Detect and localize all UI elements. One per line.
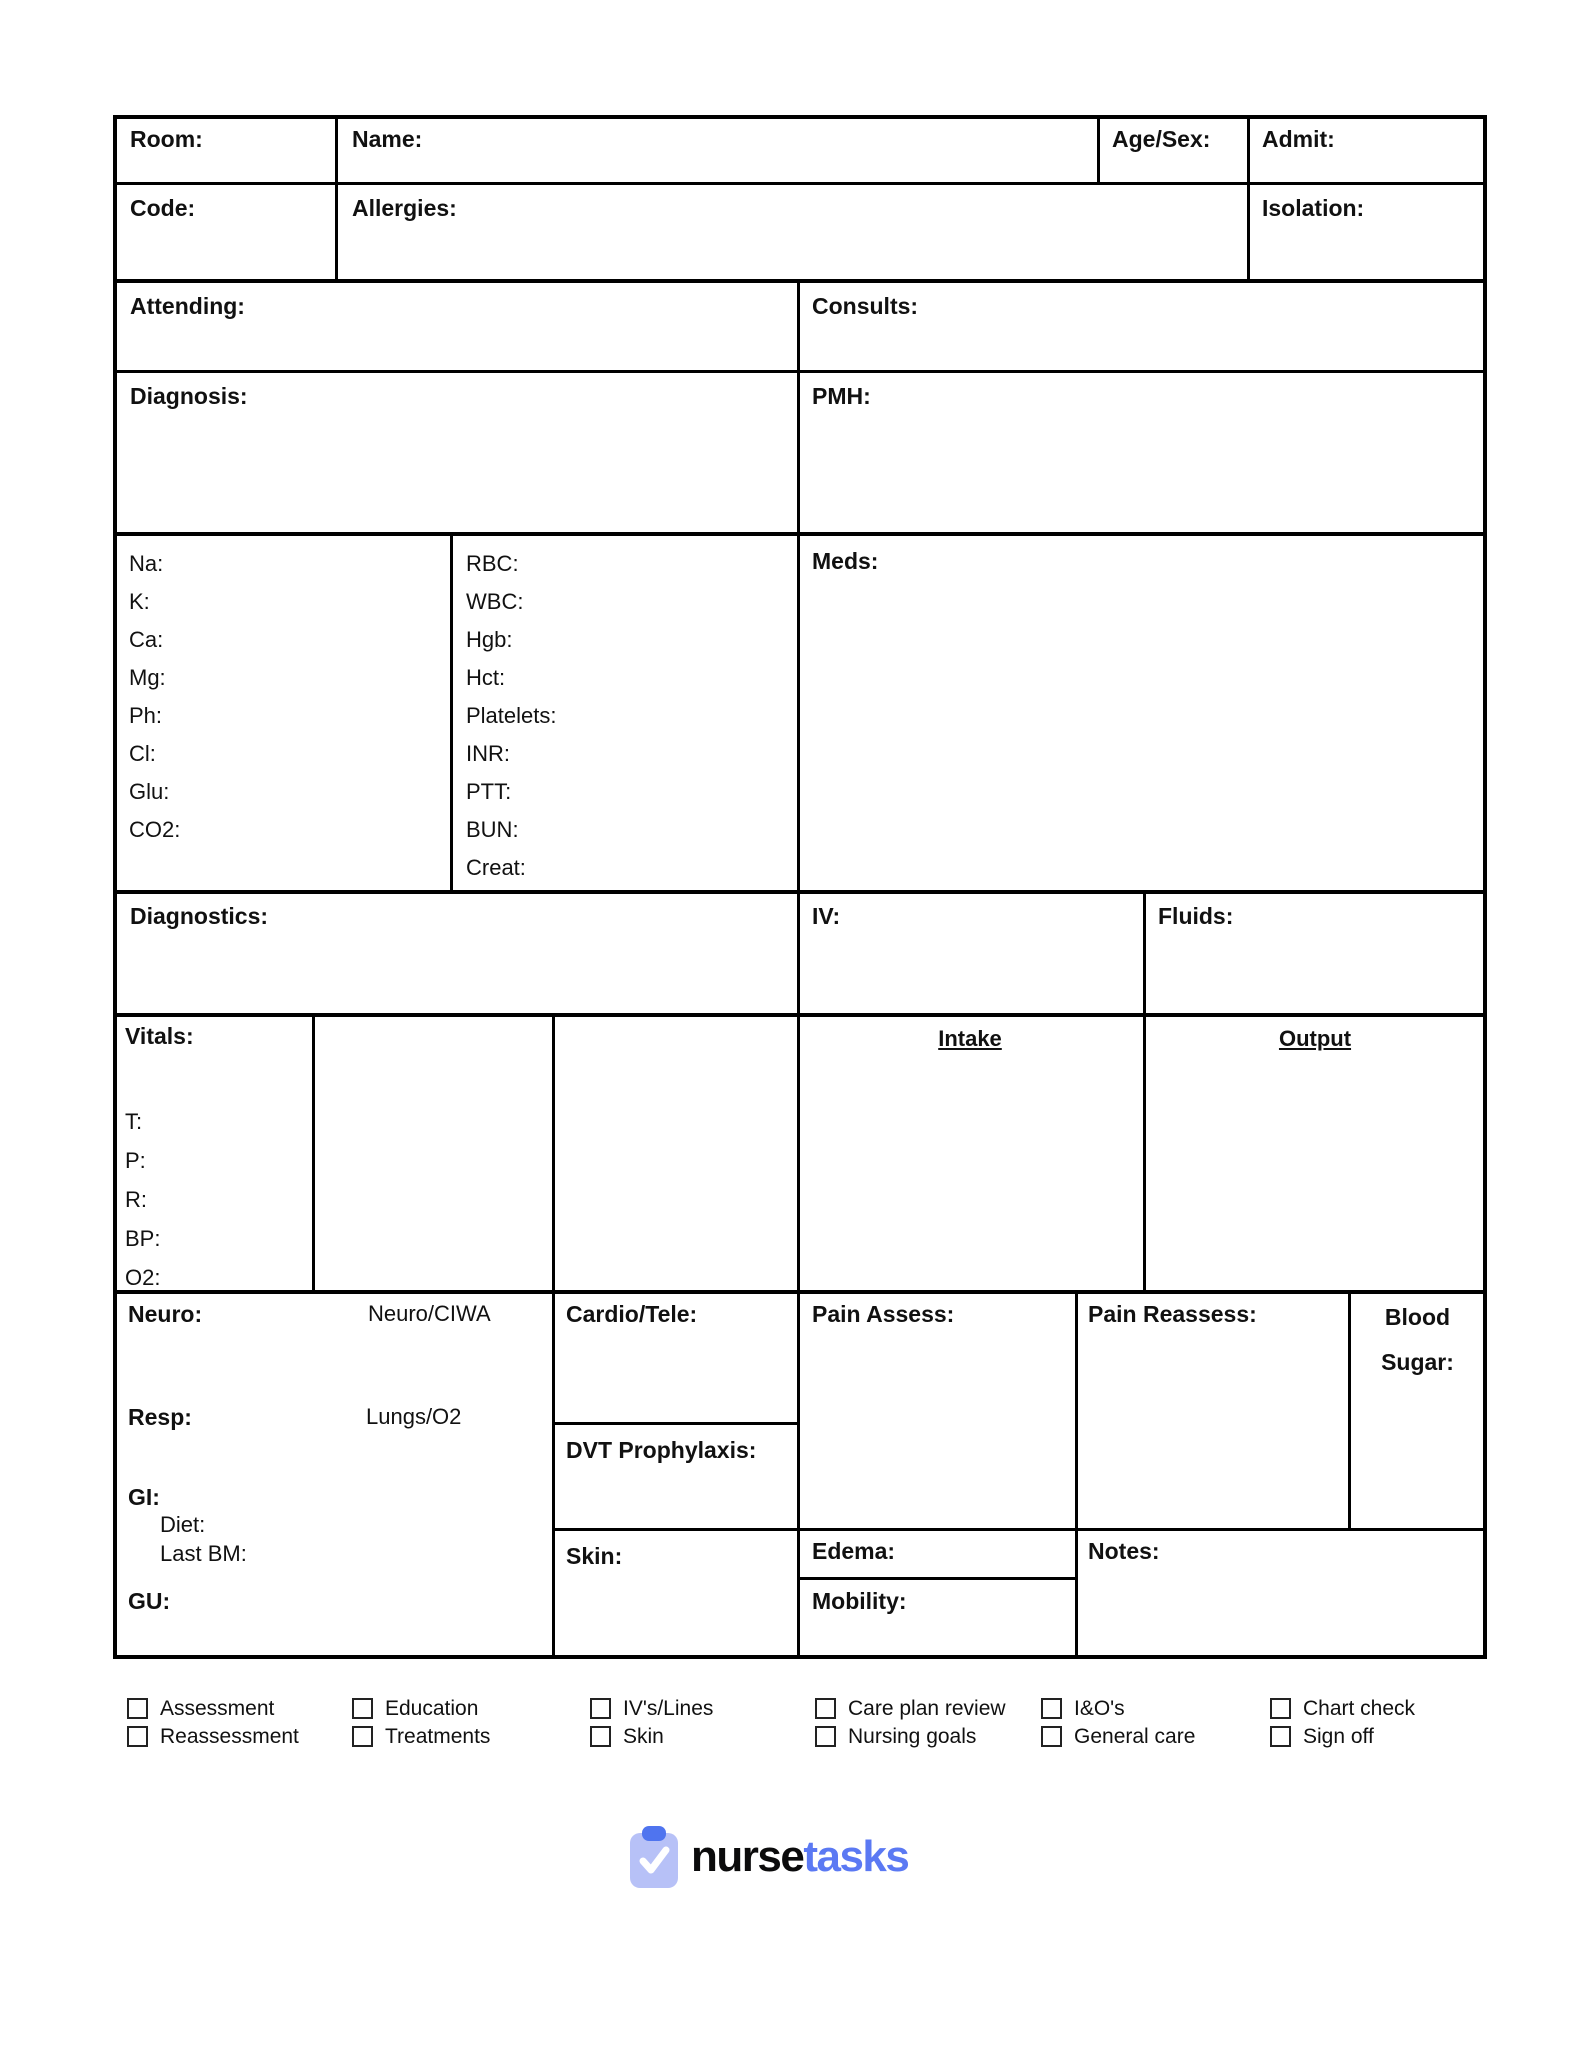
logo-wordmark — [691, 1832, 909, 1881]
divider — [113, 279, 1487, 283]
checklist-item — [352, 1724, 491, 1748]
checkbox-label: IV's/Lines — [623, 1696, 714, 1720]
checkbox[interactable] — [590, 1698, 611, 1719]
checklist-item — [127, 1724, 299, 1748]
vital-label: BP: — [125, 1226, 161, 1251]
checklist-group-assessment — [127, 1696, 299, 1748]
checkbox-label: I&O's — [1074, 1696, 1125, 1720]
checkbox-label: Nursing goals — [848, 1724, 977, 1748]
diagnostics-label: Diagnostics: — [130, 903, 269, 929]
neuro-ciwa-label: Neuro/CIWA — [368, 1301, 491, 1326]
checklist-item — [1041, 1724, 1196, 1748]
admit-label: Admit: — [1262, 126, 1335, 152]
checkbox[interactable] — [815, 1726, 836, 1747]
checkbox[interactable] — [590, 1726, 611, 1747]
lab-label: Hgb: — [466, 627, 513, 652]
checkbox-label: Reassessment — [160, 1724, 299, 1748]
attending-label: Attending: — [130, 293, 245, 319]
divider — [552, 1422, 800, 1425]
checklist-group-ios — [1041, 1696, 1196, 1748]
vital-label: P: — [125, 1148, 146, 1173]
lab-label: BUN: — [466, 817, 519, 842]
checklist-group-education — [352, 1696, 491, 1748]
divider — [1075, 1290, 1078, 1658]
vital-label: O2: — [125, 1265, 161, 1290]
checkbox-label: Care plan review — [848, 1696, 1006, 1720]
lab-label: INR: — [466, 741, 510, 766]
checklist-item — [352, 1696, 490, 1720]
mobility-label: Mobility: — [812, 1588, 907, 1614]
lab-label: Na: — [129, 551, 164, 576]
lab-label: Hct: — [466, 665, 506, 690]
divider — [1483, 115, 1487, 1659]
neuro-label: Neuro: — [128, 1301, 203, 1327]
checkbox[interactable] — [815, 1698, 836, 1719]
pain-reassess-label: Pain Reassess: — [1088, 1301, 1257, 1327]
labs-column-1 — [129, 545, 180, 849]
divider — [450, 532, 453, 893]
isolation-label: Isolation: — [1262, 195, 1365, 221]
lab-label: Ca: — [129, 627, 164, 652]
divider — [113, 1290, 1487, 1294]
checkbox-label: Chart check — [1303, 1696, 1416, 1720]
consults-label: Consults: — [812, 293, 919, 319]
logo-text-tasks: tasks — [803, 1832, 909, 1881]
lab-label: Platelets: — [466, 703, 557, 728]
lab-label: Mg: — [129, 665, 166, 690]
lab-label: Ph: — [129, 703, 163, 728]
checklist-item — [1041, 1696, 1195, 1720]
diet-label: Diet: — [160, 1512, 206, 1537]
checklist-item — [1270, 1696, 1416, 1720]
pmh-label: PMH: — [812, 383, 871, 409]
lab-label: K: — [129, 589, 150, 614]
checklist-item — [1270, 1724, 1415, 1748]
checkbox[interactable] — [127, 1726, 148, 1747]
checkbox-label: Education — [385, 1696, 479, 1720]
checkbox-label: Assessment — [160, 1696, 275, 1720]
checkbox-label: Sign off — [1303, 1724, 1374, 1748]
fluids-label: Fluids: — [1158, 903, 1234, 929]
lab-label: CO2: — [129, 817, 181, 842]
notes-label: Notes: — [1088, 1538, 1160, 1564]
divider — [797, 279, 800, 1658]
room-label: Room: — [130, 126, 203, 152]
checklist-item — [590, 1696, 714, 1720]
edema-label: Edema: — [812, 1538, 896, 1564]
gi-label: GI: — [128, 1484, 160, 1510]
labs-column-2 — [466, 545, 557, 887]
checkbox[interactable] — [352, 1698, 373, 1719]
divider — [113, 532, 1487, 536]
allergies-label: Allergies: — [352, 195, 457, 221]
divider — [1247, 115, 1250, 282]
checkbox-label: Treatments — [385, 1724, 491, 1748]
code-label: Code: — [130, 195, 196, 221]
checklist-item — [815, 1724, 1006, 1748]
vitals-items — [125, 1102, 160, 1297]
divider — [552, 1013, 555, 1658]
checkbox[interactable] — [352, 1726, 373, 1747]
lab-label: WBC: — [466, 589, 524, 614]
gu-label: GU: — [128, 1588, 171, 1614]
checklist-group-ivs-lines — [590, 1696, 714, 1748]
vital-label: R: — [125, 1187, 147, 1212]
checklist-item — [127, 1696, 299, 1720]
divider — [113, 115, 1487, 119]
checklist-item — [590, 1724, 713, 1748]
iv-label: IV: — [812, 903, 841, 929]
last-bm-label: Last BM: — [160, 1541, 247, 1566]
lab-label: Glu: — [129, 779, 170, 804]
lab-label: PTT: — [466, 779, 512, 804]
resp-label: Resp: — [128, 1404, 192, 1430]
blood-sugar-line2: Sugar: — [1381, 1349, 1454, 1375]
intake-header: Intake — [938, 1026, 1002, 1051]
divider — [113, 890, 1487, 894]
divider — [1097, 115, 1100, 185]
checklist-item — [815, 1696, 1006, 1720]
age-sex-label: Age/Sex: — [1112, 126, 1211, 152]
divider — [113, 182, 1487, 185]
divider — [113, 1655, 1487, 1659]
output-header: Output — [1278, 1026, 1352, 1051]
pain-assess-label: Pain Assess: — [812, 1301, 955, 1327]
checkbox[interactable] — [127, 1698, 148, 1719]
nursetasks-logo — [630, 1824, 908, 1890]
dvt-prophylaxis-label: DVT Prophylaxis: — [566, 1437, 757, 1463]
lab-label: Creat: — [466, 855, 526, 880]
lab-label: Cl: — [129, 741, 156, 766]
checkbox[interactable] — [1270, 1698, 1291, 1719]
clipboard-check-icon — [630, 1826, 678, 1888]
logo-text-nurse: nurse — [691, 1832, 804, 1881]
skin-label: Skin: — [566, 1543, 623, 1569]
checkbox[interactable] — [1041, 1726, 1062, 1747]
checkbox[interactable] — [1270, 1726, 1291, 1747]
divider — [312, 1013, 315, 1293]
diagnosis-label: Diagnosis: — [130, 383, 248, 409]
lab-label: RBC: — [466, 551, 519, 576]
checkbox-label: General care — [1074, 1724, 1196, 1748]
divider — [797, 1577, 1078, 1580]
cardio-tele-label: Cardio/Tele: — [566, 1301, 698, 1327]
checkbox-label: Skin — [623, 1724, 664, 1748]
checklist-group-care-plan — [815, 1696, 1006, 1748]
divider — [113, 370, 1487, 373]
divider — [113, 115, 117, 1659]
blood-sugar-line1: Blood — [1384, 1304, 1451, 1330]
divider — [552, 1528, 1487, 1531]
divider — [335, 115, 338, 282]
blood-sugar-label — [1348, 1295, 1487, 1385]
vitals-label: Vitals: — [125, 1023, 194, 1049]
meds-label: Meds: — [812, 548, 879, 574]
divider — [1143, 890, 1146, 1293]
lungs-o2-label: Lungs/O2 — [366, 1404, 462, 1429]
name-label: Name: — [352, 126, 423, 152]
vital-label: T: — [125, 1109, 143, 1134]
divider — [113, 1013, 1487, 1017]
checklist-group-chart-check — [1270, 1696, 1416, 1748]
checkbox[interactable] — [1041, 1698, 1062, 1719]
